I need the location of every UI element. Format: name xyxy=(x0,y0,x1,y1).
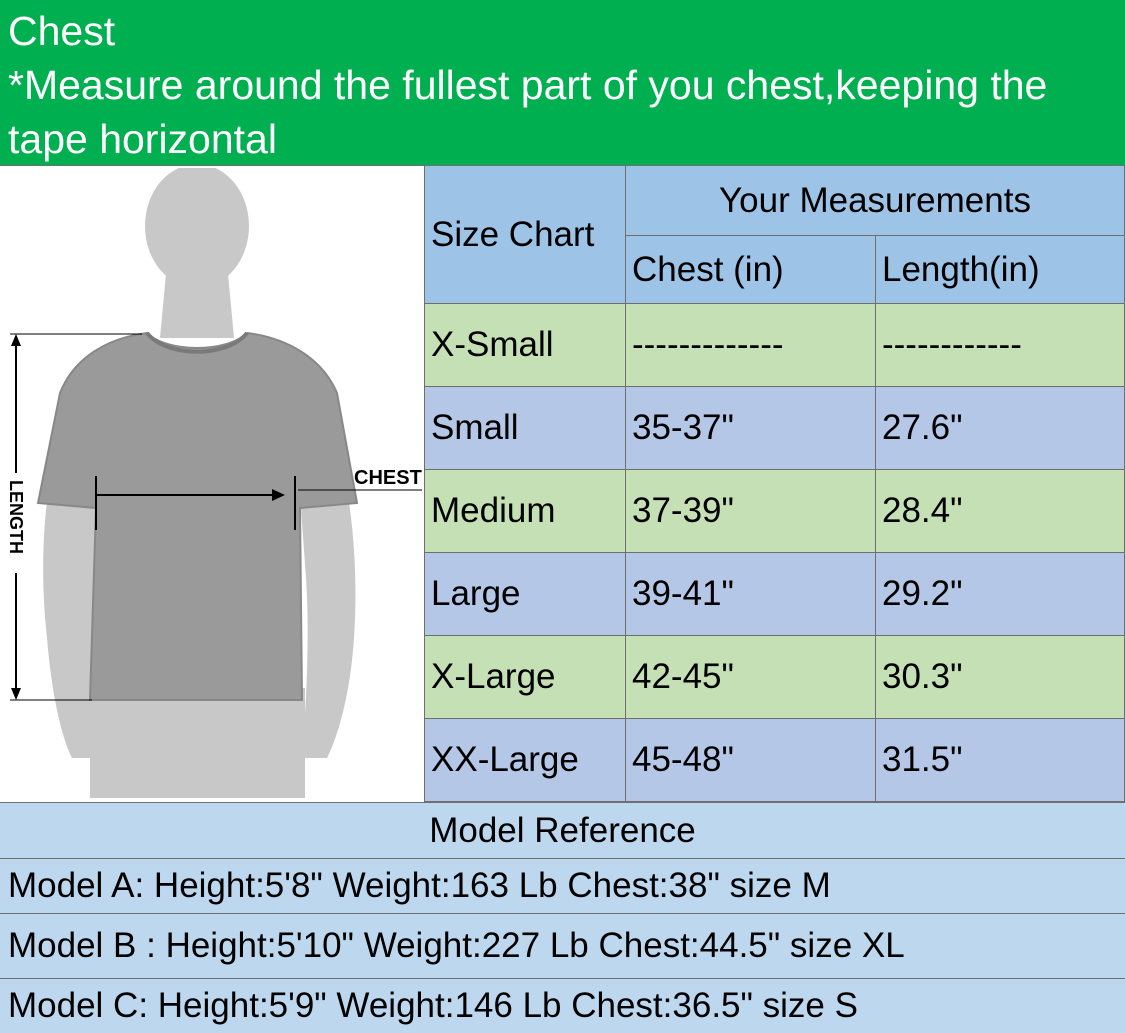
row-size-cell: Medium xyxy=(424,470,626,553)
row-length-cell: 29.2" xyxy=(876,553,1125,636)
your-measurements-header: Your Measurements xyxy=(626,166,1125,236)
row-chest-cell: 35-37" xyxy=(626,387,876,470)
header-instruction-line-2: tape horizontal xyxy=(8,116,277,162)
header-title: Chest xyxy=(8,8,116,54)
row-chest-cell: 37-39" xyxy=(626,470,876,553)
length-column-header: Length(in) xyxy=(876,236,1125,304)
model-c-info: Model C: Height:5'9" Weight:146 Lb Chest:36.5" size S xyxy=(0,978,1125,1033)
model-a-info: Model A: Height:5'8" Weight:163 Lb Chest:38" size M xyxy=(0,858,1125,913)
row-size-cell: X-Large xyxy=(424,636,626,719)
row-length-cell: 28.4" xyxy=(876,470,1125,553)
model-reference-title: Model Reference xyxy=(0,802,1125,858)
mannequin-figure xyxy=(2,168,424,798)
row-chest-cell: 45-48" xyxy=(626,719,876,802)
row-length-cell: 27.6" xyxy=(876,387,1125,470)
chest-measure-label: CHEST xyxy=(354,467,422,489)
row-size-cell: Small xyxy=(424,387,626,470)
header-instruction-line-1: *Measure around the fullest part of you chest,keeping the xyxy=(8,62,1048,108)
row-length-cell: 31.5" xyxy=(876,719,1125,802)
model-b-info: Model B : Height:5'10" Weight:227 Lb Chest:44.5" size XL xyxy=(0,913,1125,978)
row-length-cell: 30.3" xyxy=(876,636,1125,719)
row-chest-cell: 39-41" xyxy=(626,553,876,636)
size-chart-corner-label: Size Chart xyxy=(424,166,626,304)
row-size-cell: Large xyxy=(424,553,626,636)
row-size-cell: X-Small xyxy=(424,304,626,387)
body-measurement-illustration xyxy=(2,168,424,798)
row-size-cell: XX-Large xyxy=(424,719,626,802)
chest-column-header: Chest (in) xyxy=(626,236,876,304)
length-measure-label: LENGTH xyxy=(6,480,26,554)
row-chest-cell: ------------- xyxy=(626,304,876,387)
instruction-header xyxy=(0,0,1125,166)
row-chest-cell: 42-45" xyxy=(626,636,876,719)
row-length-cell: ------------ xyxy=(876,304,1125,387)
